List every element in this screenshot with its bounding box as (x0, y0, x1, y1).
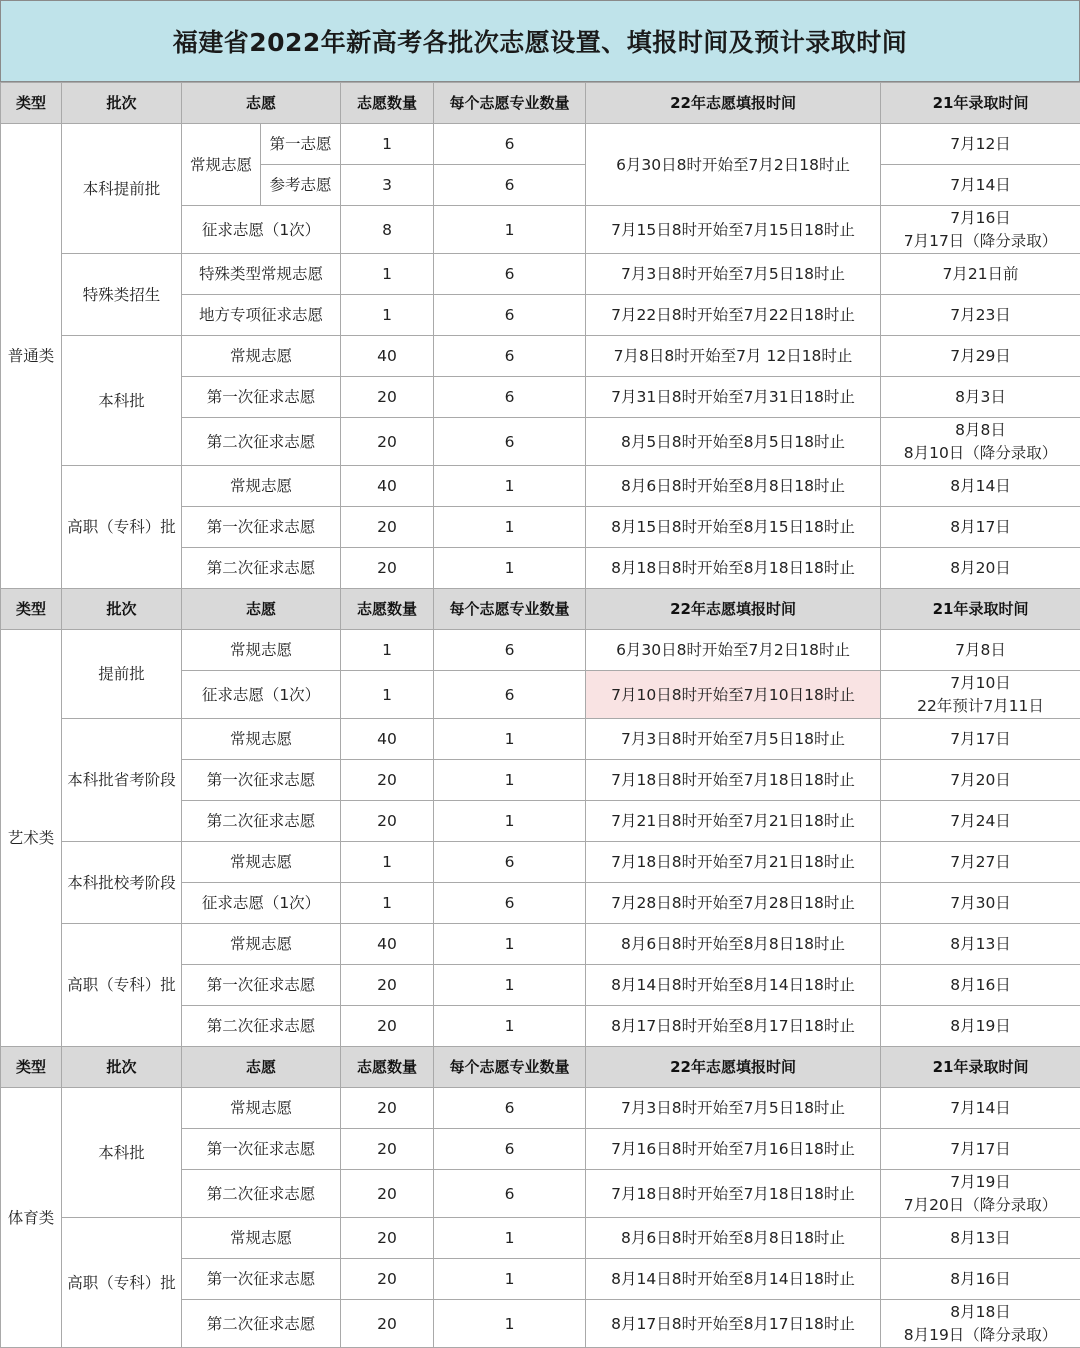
fill-time-cell: 7月15日8时开始至7月15日18时止 (586, 206, 881, 254)
header-fill-time: 22年志愿填报时间 (586, 1047, 881, 1088)
header-batch: 批次 (62, 589, 182, 630)
result-time-cell (881, 418, 1080, 466)
majors-cell: 6 (434, 1170, 586, 1218)
result-time-cell: 7月30日 (881, 883, 1080, 924)
majors-cell: 1 (434, 1006, 586, 1047)
result-time-cell: 8月17日 (881, 507, 1080, 548)
table-row (1, 842, 1080, 883)
result-time-cell: 8月13日 (881, 1218, 1080, 1259)
count-cell: 8 (341, 206, 434, 254)
fill-time-cell: 8月6日8时开始至8月8日18时止 (586, 466, 881, 507)
result-time-cell: 8月16日 (881, 965, 1080, 1006)
type-cell: 体育类 (1, 1088, 62, 1348)
header-type: 类型 (1, 83, 62, 124)
count-cell: 20 (341, 801, 434, 842)
fill-time-cell: 7月18日8时开始至7月18日18时止 (586, 760, 881, 801)
table-row (1, 1088, 1080, 1129)
sub-choice-cell: 参考志愿 (261, 165, 341, 206)
table-header-row (1, 83, 1080, 124)
majors-cell: 6 (434, 883, 586, 924)
result-line: 7月10日 (950, 674, 1011, 692)
result-time-cell: 7月29日 (881, 336, 1080, 377)
choice-cell: 第二次征求志愿 (182, 1300, 341, 1348)
result-time-cell: 8月19日 (881, 1006, 1080, 1047)
table-row (1, 1218, 1080, 1259)
batch-cell: 本科批 (62, 336, 182, 466)
choice-cell: 第二次征求志愿 (182, 548, 341, 589)
batch-cell: 高职（专科）批 (62, 466, 182, 589)
majors-cell: 6 (434, 124, 586, 165)
header-fill-time: 22年志愿填报时间 (586, 83, 881, 124)
choice-cell: 第一次征求志愿 (182, 965, 341, 1006)
result-time-cell (881, 671, 1080, 719)
table-row (1, 254, 1080, 295)
batch-cell: 本科批校考阶段 (62, 842, 182, 924)
fill-time-cell: 7月16日8时开始至7月16日18时止 (586, 1129, 881, 1170)
batch-cell: 本科批 (62, 1088, 182, 1218)
count-cell: 20 (341, 507, 434, 548)
header-result-time: 21年录取时间 (881, 83, 1080, 124)
choice-cell: 常规志愿 (182, 630, 341, 671)
header-count: 志愿数量 (341, 1047, 434, 1088)
fill-time-cell: 6月30日8时开始至7月2日18时止 (586, 630, 881, 671)
majors-cell: 6 (434, 1088, 586, 1129)
fill-time-cell: 7月3日8时开始至7月5日18时止 (586, 1088, 881, 1129)
fill-time-cell: 7月10日8时开始至7月10日18时止 (586, 671, 881, 719)
result-line: 7月16日 (950, 209, 1011, 227)
majors-cell: 6 (434, 842, 586, 883)
fill-time-cell: 7月28日8时开始至7月28日18时止 (586, 883, 881, 924)
majors-cell: 1 (434, 507, 586, 548)
majors-cell: 6 (434, 671, 586, 719)
result-time-cell: 7月12日 (881, 124, 1080, 165)
majors-cell: 1 (434, 548, 586, 589)
count-cell: 1 (341, 630, 434, 671)
count-cell: 20 (341, 1006, 434, 1047)
count-cell: 20 (341, 1129, 434, 1170)
table-row (1, 630, 1080, 671)
batch-cell: 本科批省考阶段 (62, 719, 182, 842)
table-row (1, 336, 1080, 377)
count-cell: 20 (341, 1259, 434, 1300)
count-cell: 1 (341, 124, 434, 165)
batch-cell: 高职（专科）批 (62, 924, 182, 1047)
choice-cell: 征求志愿（1次） (182, 671, 341, 719)
fill-time-cell: 8月18日8时开始至8月18日18时止 (586, 548, 881, 589)
count-cell: 1 (341, 842, 434, 883)
fill-time-cell: 7月18日8时开始至7月21日18时止 (586, 842, 881, 883)
choice-cell: 第一次征求志愿 (182, 1259, 341, 1300)
choice-cell: 第二次征求志愿 (182, 1170, 341, 1218)
majors-cell: 6 (434, 377, 586, 418)
result-time-cell: 7月8日 (881, 630, 1080, 671)
result-line: 7月20日（降分录取） (904, 1196, 1058, 1214)
header-type: 类型 (1, 589, 62, 630)
result-line: 8月8日 (955, 421, 1006, 439)
result-time-cell: 8月16日 (881, 1259, 1080, 1300)
fill-time-cell: 7月3日8时开始至7月5日18时止 (586, 719, 881, 760)
header-count: 志愿数量 (341, 589, 434, 630)
header-result-time: 21年录取时间 (881, 589, 1080, 630)
header-majors: 每个志愿专业数量 (434, 589, 586, 630)
fill-time-cell: 8月6日8时开始至8月8日18时止 (586, 924, 881, 965)
batch-cell: 提前批 (62, 630, 182, 719)
result-time-cell: 7月17日 (881, 1129, 1080, 1170)
batch-cell: 本科提前批 (62, 124, 182, 254)
result-time-cell: 8月13日 (881, 924, 1080, 965)
result-time-cell (881, 1170, 1080, 1218)
choice-cell: 征求志愿（1次） (182, 883, 341, 924)
fill-time-cell: 7月21日8时开始至7月21日18时止 (586, 801, 881, 842)
result-time-cell: 7月23日 (881, 295, 1080, 336)
choice-cell: 第一次征求志愿 (182, 377, 341, 418)
count-cell: 20 (341, 548, 434, 589)
choice-cell: 常规志愿 (182, 466, 341, 507)
result-time-cell: 7月14日 (881, 1088, 1080, 1129)
admission-schedule-table (0, 82, 1080, 1348)
choice-cell: 常规志愿 (182, 924, 341, 965)
table-header-row (1, 589, 1080, 630)
sub-choice-cell: 第一志愿 (261, 124, 341, 165)
header-choice: 志愿 (182, 83, 341, 124)
fill-time-cell: 6月30日8时开始至7月2日18时止 (586, 124, 881, 206)
count-cell: 1 (341, 671, 434, 719)
fill-time-cell: 8月6日8时开始至8月8日18时止 (586, 1218, 881, 1259)
header-result-time: 21年录取时间 (881, 1047, 1080, 1088)
header-choice: 志愿 (182, 1047, 341, 1088)
count-cell: 40 (341, 466, 434, 507)
result-time-cell: 7月21日前 (881, 254, 1080, 295)
count-cell: 20 (341, 965, 434, 1006)
majors-cell: 1 (434, 760, 586, 801)
type-cell: 艺术类 (1, 630, 62, 1047)
table-row (1, 719, 1080, 760)
result-time-cell: 8月20日 (881, 548, 1080, 589)
table-row (1, 124, 1080, 165)
majors-cell: 1 (434, 1259, 586, 1300)
count-cell: 1 (341, 883, 434, 924)
header-majors: 每个志愿专业数量 (434, 83, 586, 124)
count-cell: 20 (341, 1170, 434, 1218)
result-line: 7月19日 (950, 1173, 1011, 1191)
fill-time-cell: 8月14日8时开始至8月14日18时止 (586, 965, 881, 1006)
fill-time-cell: 8月5日8时开始至8月5日18时止 (586, 418, 881, 466)
majors-cell: 6 (434, 165, 586, 206)
choice-cell: 第二次征求志愿 (182, 801, 341, 842)
majors-cell: 1 (434, 965, 586, 1006)
choice-cell: 特殊类型常规志愿 (182, 254, 341, 295)
choice-cell: 第二次征求志愿 (182, 418, 341, 466)
choice-cell: 常规志愿 (182, 1218, 341, 1259)
count-cell: 20 (341, 1218, 434, 1259)
result-time-cell: 8月14日 (881, 466, 1080, 507)
result-line: 8月10日（降分录取） (904, 444, 1058, 462)
choice-cell: 第一次征求志愿 (182, 507, 341, 548)
header-batch: 批次 (62, 83, 182, 124)
result-time-cell (881, 206, 1080, 254)
majors-cell: 1 (434, 466, 586, 507)
header-batch: 批次 (62, 1047, 182, 1088)
fill-time-cell: 7月3日8时开始至7月5日18时止 (586, 254, 881, 295)
result-time-cell: 7月17日 (881, 719, 1080, 760)
majors-cell: 6 (434, 418, 586, 466)
fill-time-cell: 7月31日8时开始至7月31日18时止 (586, 377, 881, 418)
result-time-cell: 8月3日 (881, 377, 1080, 418)
majors-cell: 6 (434, 630, 586, 671)
count-cell: 1 (341, 295, 434, 336)
count-cell: 20 (341, 1088, 434, 1129)
majors-cell: 1 (434, 719, 586, 760)
choice-cell: 第一次征求志愿 (182, 760, 341, 801)
majors-cell: 1 (434, 1218, 586, 1259)
majors-cell: 6 (434, 1129, 586, 1170)
majors-cell: 1 (434, 801, 586, 842)
result-line: 8月18日 (950, 1303, 1011, 1321)
fill-time-cell: 7月18日8时开始至7月18日18时止 (586, 1170, 881, 1218)
header-fill-time: 22年志愿填报时间 (586, 589, 881, 630)
result-line: 22年预计7月11日 (917, 697, 1044, 715)
choice-cell: 常规志愿 (182, 842, 341, 883)
page-title: 福建省2022年新高考各批次志愿设置、填报时间及预计录取时间 (0, 0, 1080, 82)
fill-time-cell: 8月14日8时开始至8月14日18时止 (586, 1259, 881, 1300)
choice-cell: 常规志愿 (182, 719, 341, 760)
count-cell: 20 (341, 418, 434, 466)
table-header-row (1, 1047, 1080, 1088)
result-time-cell: 7月27日 (881, 842, 1080, 883)
count-cell: 40 (341, 924, 434, 965)
fill-time-cell: 8月15日8时开始至8月15日18时止 (586, 507, 881, 548)
count-cell: 40 (341, 719, 434, 760)
count-cell: 40 (341, 336, 434, 377)
majors-cell: 6 (434, 336, 586, 377)
header-type: 类型 (1, 1047, 62, 1088)
choice-cell: 常规志愿 (182, 1088, 341, 1129)
count-cell: 20 (341, 1300, 434, 1348)
table-row (1, 924, 1080, 965)
batch-cell: 特殊类招生 (62, 254, 182, 336)
fill-time-cell: 8月17日8时开始至8月17日18时止 (586, 1006, 881, 1047)
table-row (1, 466, 1080, 507)
majors-cell: 1 (434, 1300, 586, 1348)
choice-cell: 第一次征求志愿 (182, 1129, 341, 1170)
count-cell: 20 (341, 760, 434, 801)
majors-cell: 1 (434, 924, 586, 965)
choice-cell: 征求志愿（1次） (182, 206, 341, 254)
result-time-cell: 7月14日 (881, 165, 1080, 206)
result-time-cell: 7月24日 (881, 801, 1080, 842)
result-line: 8月19日（降分录取） (904, 1326, 1058, 1344)
count-cell: 3 (341, 165, 434, 206)
choice-cell: 常规志愿 (182, 336, 341, 377)
majors-cell: 1 (434, 206, 586, 254)
fill-time-cell: 7月22日8时开始至7月22日18时止 (586, 295, 881, 336)
result-time-cell (881, 1300, 1080, 1348)
majors-cell: 6 (434, 295, 586, 336)
result-time-cell: 7月20日 (881, 760, 1080, 801)
count-cell: 1 (341, 254, 434, 295)
header-choice: 志愿 (182, 589, 341, 630)
fill-time-cell: 8月17日8时开始至8月17日18时止 (586, 1300, 881, 1348)
header-majors: 每个志愿专业数量 (434, 1047, 586, 1088)
header-count: 志愿数量 (341, 83, 434, 124)
batch-cell: 高职（专科）批 (62, 1218, 182, 1348)
majors-cell: 6 (434, 254, 586, 295)
fill-time-cell: 7月8日8时开始至7月 12日18时止 (586, 336, 881, 377)
choice-cell: 地方专项征求志愿 (182, 295, 341, 336)
count-cell: 20 (341, 377, 434, 418)
choice-group-cell: 常规志愿 (182, 124, 261, 206)
type-cell: 普通类 (1, 124, 62, 589)
choice-cell: 第二次征求志愿 (182, 1006, 341, 1047)
result-line: 7月17日（降分录取） (904, 232, 1058, 250)
